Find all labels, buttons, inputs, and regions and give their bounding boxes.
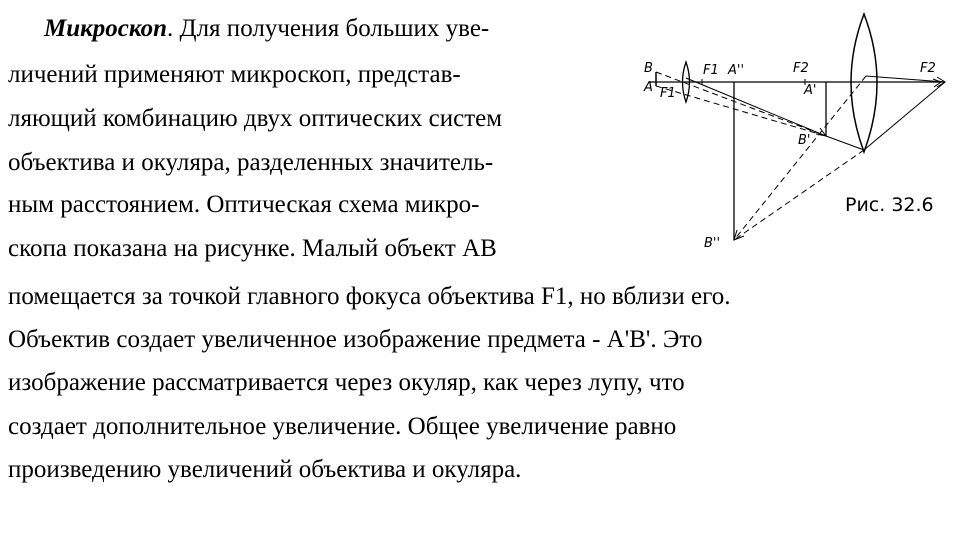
line-1-text: . Для получения больших уве-: [167, 15, 490, 42]
paragraph-line-5: ным расстоянием. Оптическая схема микро-: [8, 191, 480, 218]
label-b-double: B'': [704, 236, 721, 251]
paragraph-line-10: создает дополнительное увеличение. Общее увеличение равно: [8, 413, 677, 440]
label-b-prime: B': [798, 133, 811, 148]
label-f2-mid: F2: [793, 61, 809, 76]
paragraph-line-6: скопа показана на рисунке. Малый объект АВ: [8, 235, 497, 262]
diagram-background: [636, 6, 956, 256]
label-a-double: A'': [728, 63, 745, 78]
paragraph-line-7: помещается за точкой главного фокуса объектива F1, но вблизи его.: [8, 283, 731, 310]
title-word: Микроскоп: [44, 15, 168, 42]
label-f1-left: F1: [660, 86, 676, 101]
paragraph-line-9: изображение рассматривается через окуляр, как через лупу, что: [8, 369, 685, 396]
paragraph-line-11: произведению увеличений объектива и окуляра.: [8, 456, 522, 483]
label-f1-right: F1: [703, 63, 719, 78]
paragraph-line-1: [44, 14, 489, 44]
label-b: B: [644, 61, 653, 76]
label-a-prime: A': [804, 83, 817, 98]
figure-caption: Рис. 32.6: [845, 194, 934, 216]
paragraph-line-4: объектива и окуляра, разделенных значитель-: [8, 149, 494, 176]
paragraph-line-3: ляющий комбинацию двух оптических систем: [8, 105, 503, 132]
microscope-optical-diagram: [636, 6, 956, 256]
label-a: A: [644, 80, 653, 95]
paragraph-line-8: Объектив создает увеличенное изображение предмета - А'В'. Это: [8, 326, 703, 353]
label-f2-right: F2: [920, 61, 936, 76]
paragraph-line-2: личений применяют микроскоп, представ-: [8, 61, 461, 88]
